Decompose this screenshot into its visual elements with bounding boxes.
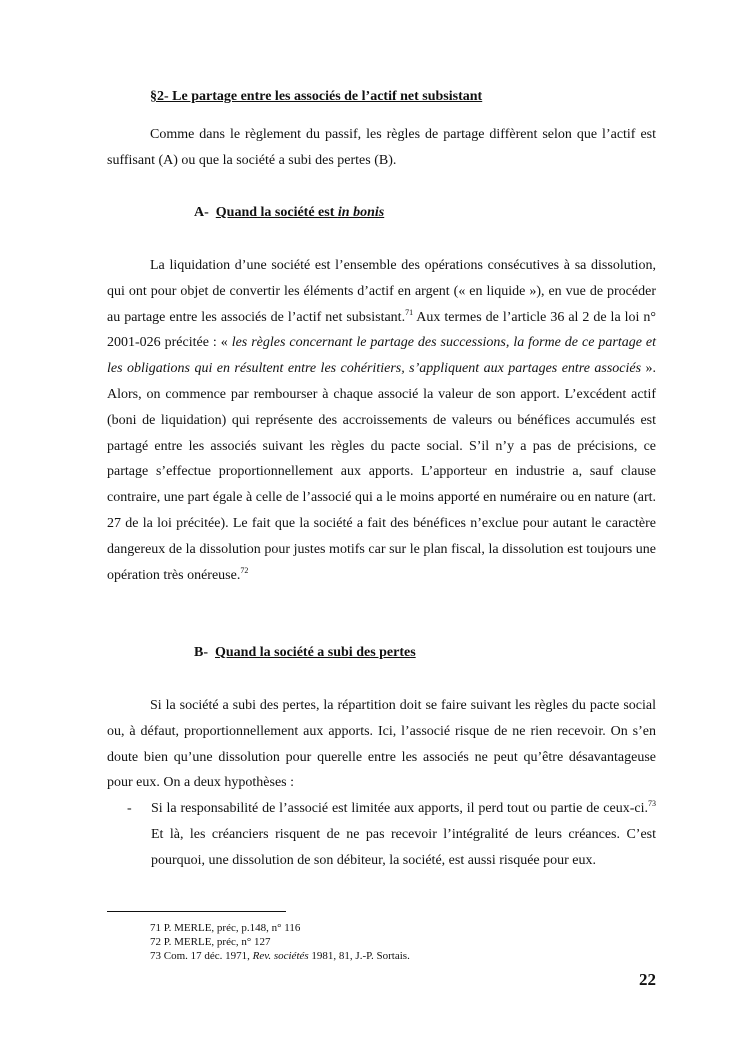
footnote-73: 73 Com. 17 déc. 1971, Rev. sociétés 1981, 81, J.-P. Sortais. <box>150 950 410 962</box>
footnote-ref-71: 71 <box>405 307 414 317</box>
footnote-72: 72 P. MERLE, préc, n° 127 <box>150 936 271 948</box>
paragraph-b <box>107 693 656 796</box>
footnote-73-italic: Rev. sociétés <box>252 950 309 962</box>
subheading-b <box>194 645 416 661</box>
subheading-a-label: A- <box>194 205 209 220</box>
paragraph-a-part3: ». Alors, on commence par rembourser à chaque associé la valeur de son apport. L’excédent actif (boni de liquidation) qui représente des accroissements de valeurs ou bénéfices accumulés est partagé entre les associés suivant les règles du pacte social. S’il n’y a pas de précisions, ce partage s’effectue proportionnellement aux apports. L’apporteur en industrie a, sauf clause contraire, une part égale à celle de l’associé qui a le moins apporté en numéraire ou en nature (art. 27 de la loi précitée). Le fait que la société a fait des bénéfices n’exclue pour autant le caractère dangereux de la dissolution pour justes motifs car sur le plan fiscal, la dissolution est toujours une opération très onéreuse. <box>107 361 656 583</box>
footnote-71: 71 P. MERLE, préc, p.148, n° 116 <box>150 922 301 934</box>
subheading-b-title: Quand la société a subi des pertes <box>215 645 416 660</box>
subheading-a <box>194 205 384 221</box>
subheading-a-italic: in bonis <box>337 205 385 220</box>
paragraph-b-text: Si la société a subi des pertes, la répartition doit se faire suivant les règles du pacte social ou, à défaut, proportionnellement aux apports. Ici, l’associé risque de ne rien recevoir. On s’en doute bien qu’une dissolution pour querelle entre les associés ne peut qu’être désavantageuse pour eux. On a deux hypothèses : <box>107 698 656 791</box>
subheading-a-title: Quand la société est in bonis <box>215 205 385 220</box>
intro-text: Comme dans le règlement du passif, les règles de partage diffèrent selon que l’actif est suffisant (A) ou que la société a subi des pertes (B). <box>107 127 656 168</box>
list-item-text: Si la responsabilité de l’associé est limitée aux apports, il perd tout ou partie de ceux-ci.$^{73}$ Et là, les créanciers risquent de ne pas recevoir l’intégralité de leurs créances. C’est pourquoi, une dissolution de son débiteur, la société, est aussi risquée pour eux. <box>151 799 656 868</box>
subheading-b-label: B- <box>194 645 208 660</box>
footnote-ref-73: 73 <box>648 799 656 808</box>
section-heading: §2- Le partage entre les associés de l’actif net subsistant <box>150 89 483 104</box>
list-dash: - <box>127 801 132 816</box>
list-item <box>107 796 656 873</box>
paragraph-a <box>107 253 656 588</box>
paragraph-a-part1: La liquidation d’une société est l’ensemble des opérations consécutives à sa dissolution, qui ont pour objet de convertir les éléments d’actif en argent (« en liquide »), en vue de procéder au partage entre les associés de l’actif net subsistant. <box>107 258 656 325</box>
footnote-ref-72: 72 <box>240 565 249 575</box>
paragraph-a-part2: Aux termes de l’article 36 al 2 de la loi n° 2001-026 précitée : « <box>107 309 656 351</box>
footnote-separator <box>107 911 286 912</box>
page-number: 22 <box>639 970 656 989</box>
hypothesis-list <box>107 796 656 873</box>
paragraph-a-quote: les règles concernant le partage des successions, la forme de ce partage et les obligations qui en résultent entre les cohéritiers, s’appliquent aux partages entre associés <box>107 335 656 377</box>
intro-paragraph <box>107 122 656 174</box>
